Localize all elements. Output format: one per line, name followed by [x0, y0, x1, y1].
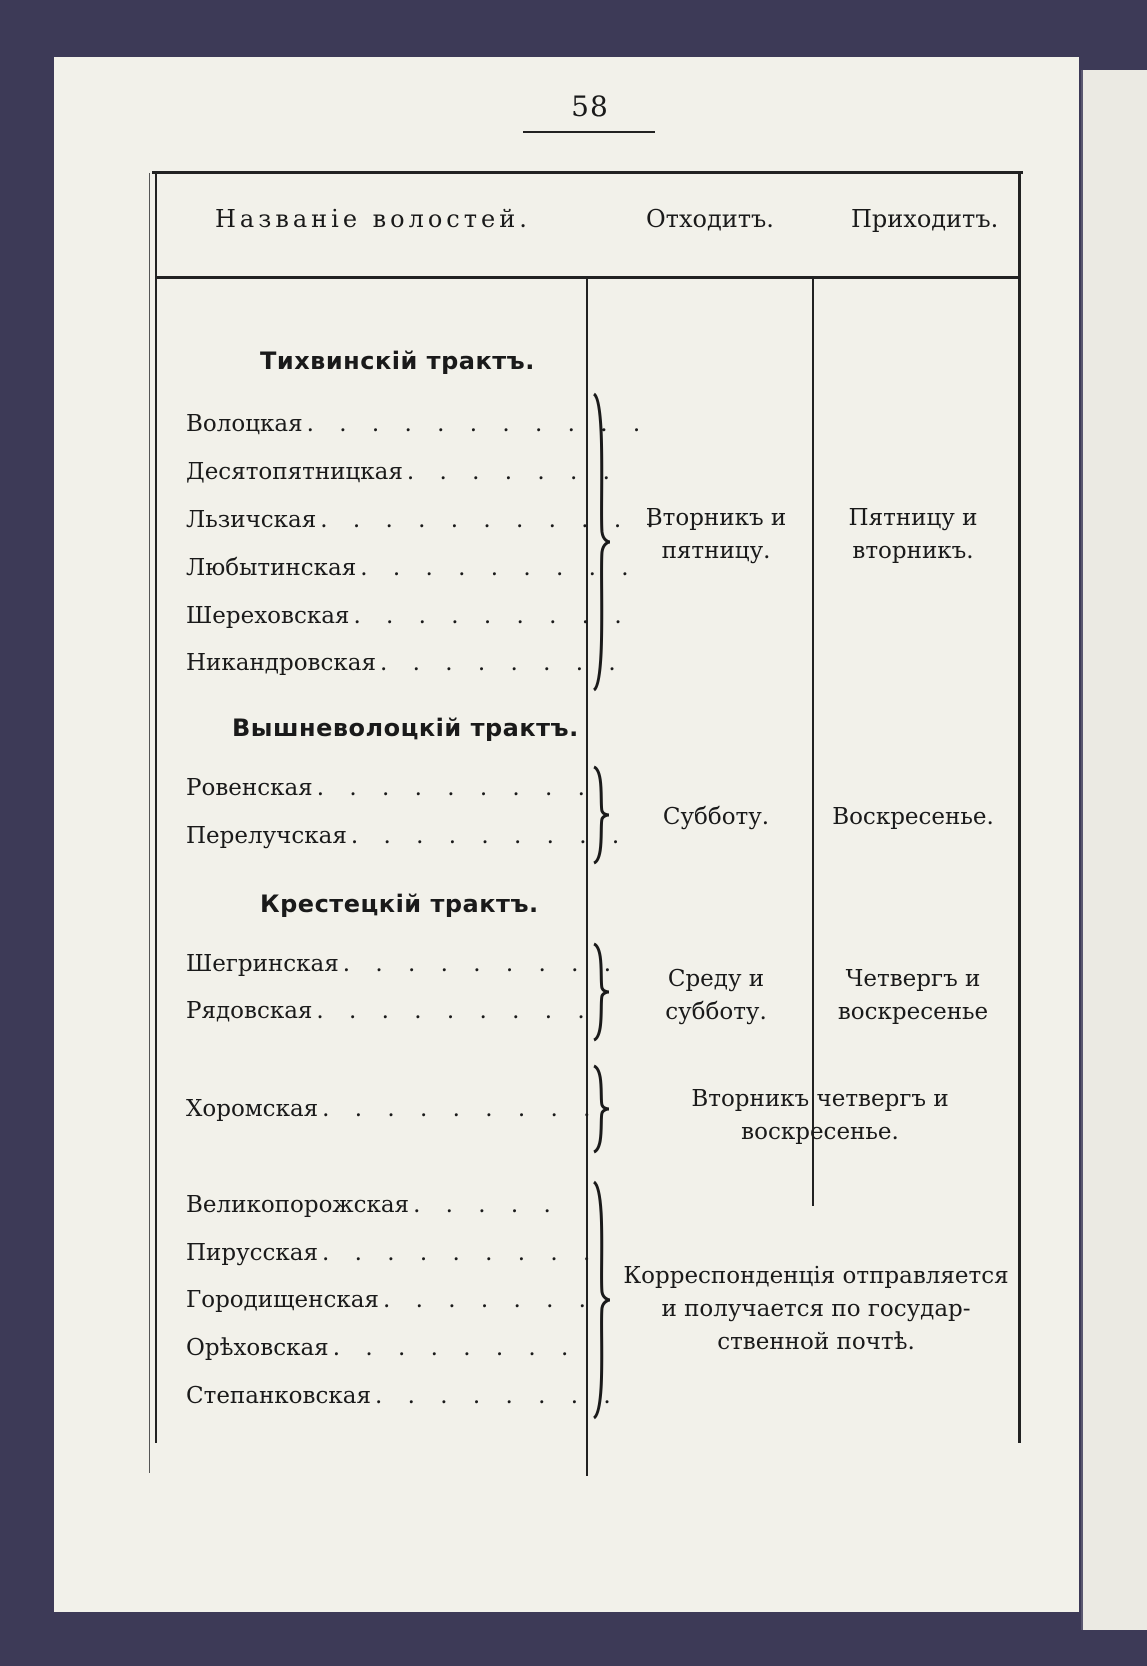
volost-row: Шегринская . . . . . . . . . — [186, 951, 621, 977]
section-title-vyshnevolotsk: Вышневолоцкій трактъ. — [232, 714, 579, 742]
brace-tikhvin — [592, 392, 612, 692]
tikhvin-departs: Вторникъ и пятницу. — [645, 505, 787, 564]
vyshnevolotsk-arrives: Воскресенье. — [832, 804, 994, 830]
header-volost-name: Названіе волостей. — [215, 205, 531, 233]
volost-row: Льзичская . . . . . . . . . . . — [186, 507, 663, 533]
volost-row: Степанковская . . . . . . . . — [186, 1383, 620, 1409]
facing-page-edge — [1081, 70, 1147, 1630]
volost-row: Городищенская . . . . . . . — [186, 1287, 595, 1313]
page-number: 58 — [571, 90, 609, 123]
volost-row: Волоцкая . . . . . . . . . . . — [186, 411, 650, 437]
krestets-arrives: Четвергъ и воскресенье — [837, 966, 989, 1025]
volost-row: Орѣховская . . . . . . . . — [186, 1335, 578, 1361]
volost-row: Рядовская . . . . . . . . . — [186, 998, 594, 1024]
volost-row: Великопорожская . . . . . — [186, 1192, 560, 1218]
krestets-departs: Среду и субботу. — [665, 966, 767, 1025]
khoromskaya-schedule: Вторникъ четвергъ и воскресенье. — [691, 1086, 949, 1145]
state-post-note: Корреспонденція отправляется и получается по государ- ственной почтѣ. — [623, 1263, 1009, 1355]
brace-krestets — [592, 942, 612, 1042]
header-arrives: Приходитъ. — [851, 205, 999, 233]
volost-row: Хоромская . . . . . . . . . — [186, 1096, 600, 1122]
page-number-rule — [523, 131, 655, 133]
volost-row: Ровенская . . . . . . . . . — [186, 775, 594, 801]
brace-vyshnevolotsk — [592, 765, 612, 865]
vyshnevolotsk-departs: Субботу. — [662, 804, 770, 830]
volost-row: Шереховская . . . . . . . . . — [186, 603, 631, 629]
table-left-border — [155, 173, 157, 1443]
table-left-outer-border — [149, 173, 150, 1473]
volost-row: Перелучская . . . . . . . . . — [186, 823, 629, 849]
brace-khoromskaya — [592, 1064, 612, 1154]
table-right-border — [1018, 173, 1021, 1443]
section-title-krestets: Крестецкій трактъ. — [260, 890, 539, 918]
volost-row: Любытинская . . . . . . . . . — [186, 555, 638, 581]
table-top-border — [152, 171, 1023, 174]
volost-row: Пирусская . . . . . . . . . — [186, 1240, 600, 1266]
header-departs: Отходитъ. — [646, 205, 774, 233]
volost-row: Десятопятницкая . . . . . . . — [186, 459, 619, 485]
column-divider-arrives — [812, 276, 814, 1206]
section-title-tikhvin: Тихвинскій трактъ. — [260, 347, 535, 375]
volost-row: Никандровская . . . . . . . . — [186, 650, 625, 676]
tikhvin-arrives: Пятницу и вторникъ. — [848, 505, 978, 564]
brace-state-post — [592, 1180, 612, 1420]
